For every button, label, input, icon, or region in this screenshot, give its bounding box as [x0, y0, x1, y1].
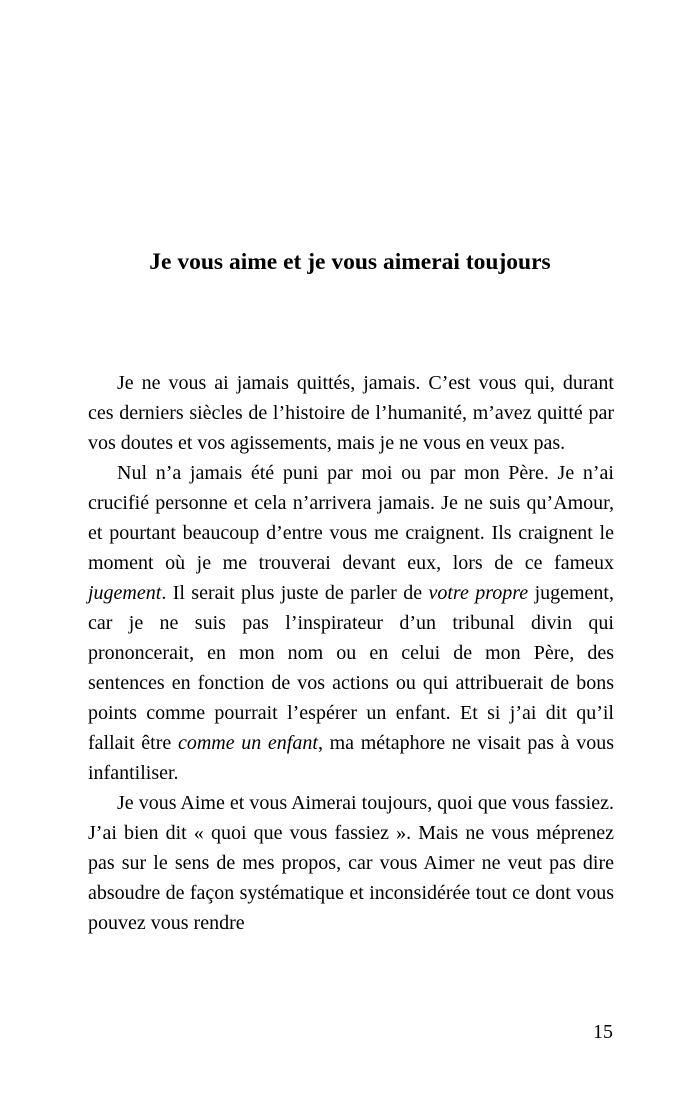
emphasis-jugement: jugement — [88, 582, 162, 604]
chapter-title: Je vous aime et je vous aimerai toujours — [149, 249, 551, 275]
paragraph-2-text-b: . Il serait plus juste de parler de — [161, 582, 429, 604]
paragraph-3: Je vous Aime et vous Aimerai toujours, quoi que vous fassiez. J’ai bien dit « quoi que vous fassiez ». Mais ne vous méprenez pas sur le sens de mes propos, car vous Aimer ne veut pas dire absoudre de façon systématique et inconsidérée tout ce dont vous pouvez vous rendre — [88, 792, 614, 934]
page-number: 15 — [593, 1021, 613, 1043]
emphasis-votre-propre: votre propre — [428, 582, 529, 604]
paragraph-2 — [88, 458, 614, 788]
paragraph-2-text-a: Nul n’a jamais été puni par moi ou par mon Père. Je n’ai crucifié personne et cela n’arrivera jamais. Je ne suis qu’Amour, et pourtant beaucoup d’entre vous me craignent. Ils craignent le moment où je me trouverai devant eux, lors de ce fameux — [88, 462, 614, 574]
paragraph-2-text-c: jugement, car je ne suis pas l’inspirateur d’un tribunal divin qui prononcerait, en mon nom ou en celui de mon Père, des sentences en fonction de vos actions ou qui attribuerait de bons points comme pourrait l’espérer un enfant. Et si j’ai dit qu’il fallait être — [88, 582, 614, 754]
paragraph-1: Je ne vous ai jamais quittés, jamais. C’est vous qui, durant ces derniers siècles de l’histoire de l’humanité, m’avez quitté par vos doutes et vos agissements, mais je ne vous en veux pas. — [88, 372, 614, 454]
emphasis-comme-un-enfant: comme un enfant — [177, 732, 318, 754]
paragraph-2-text-d: , ma métaphore ne visait pas à vous infantiliser. — [88, 732, 614, 784]
body-text — [88, 368, 614, 938]
